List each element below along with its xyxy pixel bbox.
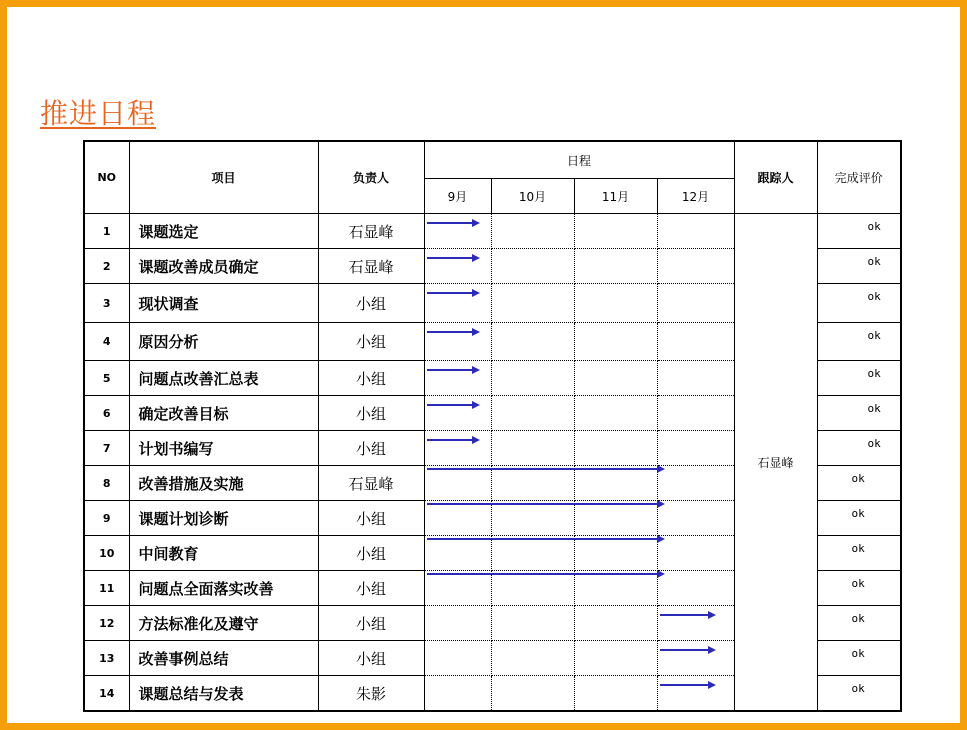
row-number: 1 [84,214,129,249]
evaluation-ok: ok [851,472,865,485]
row-number: 8 [84,466,129,501]
task-owner: 小组 [318,431,424,466]
completion-evaluation [817,396,901,431]
task-name: 课题改善成员确定 [129,249,318,284]
task-owner: 小组 [318,284,424,323]
task-name: 课题总结与发表 [129,676,318,712]
task-name: 问题点改善汇总表 [129,361,318,396]
month-cell-12 [657,606,734,641]
completion-evaluation [817,606,901,641]
schedule-arrow [427,292,478,294]
task-owner: 小组 [318,323,424,361]
month-cell-11 [574,284,657,323]
month-cell-12 [657,676,734,712]
month-cell-12 [657,361,734,396]
month-cell-11 [574,361,657,396]
schedule-arrow [660,649,714,651]
month-cell-9 [424,284,491,323]
row-number: 13 [84,641,129,676]
month-cell-11 [574,214,657,249]
month-cell-9 [424,676,491,712]
month-cell-12 [657,501,734,536]
month-cell-10 [491,214,574,249]
month-cell-11 [574,571,657,606]
month-cell-11 [574,249,657,284]
header-owner: 负责人 [318,141,424,214]
task-name: 问题点全面落实改善 [129,571,318,606]
month-cell-9 [424,641,491,676]
month-cell-12 [657,431,734,466]
evaluation-ok: ok [867,402,881,415]
task-owner: 小组 [318,361,424,396]
schedule-arrow [427,331,478,333]
month-cell-10 [491,536,574,571]
task-name: 改善措施及实施 [129,466,318,501]
table-row [84,214,901,249]
task-owner: 石显峰 [318,466,424,501]
completion-evaluation [817,641,901,676]
header-month-11: 11月 [574,179,657,214]
completion-evaluation [817,214,901,249]
completion-evaluation [817,249,901,284]
month-cell-11 [574,501,657,536]
task-owner: 石显峰 [318,214,424,249]
task-owner: 石显峰 [318,249,424,284]
schedule-arrow [427,404,478,406]
month-cell-11 [574,431,657,466]
row-number: 11 [84,571,129,606]
month-cell-11 [574,323,657,361]
evaluation-ok: ok [867,329,881,342]
month-cell-12 [657,284,734,323]
month-cell-9 [424,323,491,361]
month-cell-10 [491,396,574,431]
completion-evaluation [817,536,901,571]
row-number: 9 [84,501,129,536]
header-no: NO [84,141,129,214]
schedule-arrow [427,222,478,224]
row-number: 7 [84,431,129,466]
month-cell-12 [657,536,734,571]
month-cell-9 [424,501,491,536]
row-number: 4 [84,323,129,361]
evaluation-ok: ok [851,682,865,695]
tracker-name: 石显峰 [734,214,817,712]
month-cell-9 [424,571,491,606]
evaluation-ok: ok [851,507,865,520]
evaluation-ok: ok [867,290,881,303]
month-cell-12 [657,249,734,284]
task-owner: 小组 [318,536,424,571]
month-cell-10 [491,606,574,641]
evaluation-ok: ok [851,577,865,590]
completion-evaluation [817,323,901,361]
month-cell-12 [657,641,734,676]
header-schedule: 日程 [424,141,734,179]
month-cell-11 [574,466,657,501]
month-cell-9 [424,606,491,641]
task-owner: 小组 [318,641,424,676]
task-owner: 小组 [318,396,424,431]
task-name: 改善事例总结 [129,641,318,676]
schedule-table [83,140,902,712]
row-number: 10 [84,536,129,571]
schedule-arrow [427,257,478,259]
row-number: 6 [84,396,129,431]
month-cell-11 [574,676,657,712]
task-name: 计划书编写 [129,431,318,466]
task-owner: 朱影 [318,676,424,712]
header-month-9: 9月 [424,179,491,214]
task-name: 课题选定 [129,214,318,249]
task-name: 课题计划诊断 [129,501,318,536]
month-cell-10 [491,641,574,676]
evaluation-ok: ok [867,367,881,380]
completion-evaluation [817,431,901,466]
schedule-arrow [427,369,478,371]
task-owner: 小组 [318,606,424,641]
task-name: 原因分析 [129,323,318,361]
header-month-12: 12月 [657,179,734,214]
month-cell-12 [657,396,734,431]
month-cell-11 [574,606,657,641]
page-title: 推进日程 [40,97,157,130]
month-cell-9 [424,431,491,466]
month-cell-11 [574,536,657,571]
evaluation-ok: ok [867,255,881,268]
month-cell-12 [657,323,734,361]
completion-evaluation [817,501,901,536]
month-cell-10 [491,284,574,323]
month-cell-10 [491,466,574,501]
month-cell-9 [424,396,491,431]
row-number: 5 [84,361,129,396]
row-number: 12 [84,606,129,641]
month-cell-9 [424,249,491,284]
evaluation-ok: ok [851,647,865,660]
evaluation-ok: ok [867,220,881,233]
header-item: 项目 [129,141,318,214]
row-number: 3 [84,284,129,323]
month-cell-10 [491,501,574,536]
completion-evaluation [817,466,901,501]
row-number: 14 [84,676,129,712]
month-cell-9 [424,536,491,571]
task-owner: 小组 [318,571,424,606]
task-name: 确定改善目标 [129,396,318,431]
task-owner: 小组 [318,501,424,536]
month-cell-9 [424,466,491,501]
month-cell-9 [424,214,491,249]
completion-evaluation [817,284,901,323]
task-name: 中间教育 [129,536,318,571]
completion-evaluation [817,361,901,396]
month-cell-10 [491,323,574,361]
schedule-arrow [660,684,714,686]
month-cell-11 [574,396,657,431]
evaluation-ok: ok [851,542,865,555]
month-cell-12 [657,571,734,606]
completion-evaluation [817,676,901,712]
schedule-arrow [660,614,714,616]
month-cell-10 [491,361,574,396]
month-cell-10 [491,431,574,466]
header-evaluation: 完成评价 [817,141,901,214]
month-cell-9 [424,361,491,396]
month-cell-10 [491,249,574,284]
month-cell-12 [657,466,734,501]
month-cell-12 [657,214,734,249]
row-number: 2 [84,249,129,284]
month-cell-10 [491,571,574,606]
task-name: 现状调查 [129,284,318,323]
header-month-10: 10月 [491,179,574,214]
evaluation-ok: ok [867,437,881,450]
month-cell-10 [491,676,574,712]
month-cell-11 [574,641,657,676]
header-tracker: 跟踪人 [734,141,817,214]
task-name: 方法标准化及遵守 [129,606,318,641]
completion-evaluation [817,571,901,606]
schedule-arrow [427,439,478,441]
evaluation-ok: ok [851,612,865,625]
